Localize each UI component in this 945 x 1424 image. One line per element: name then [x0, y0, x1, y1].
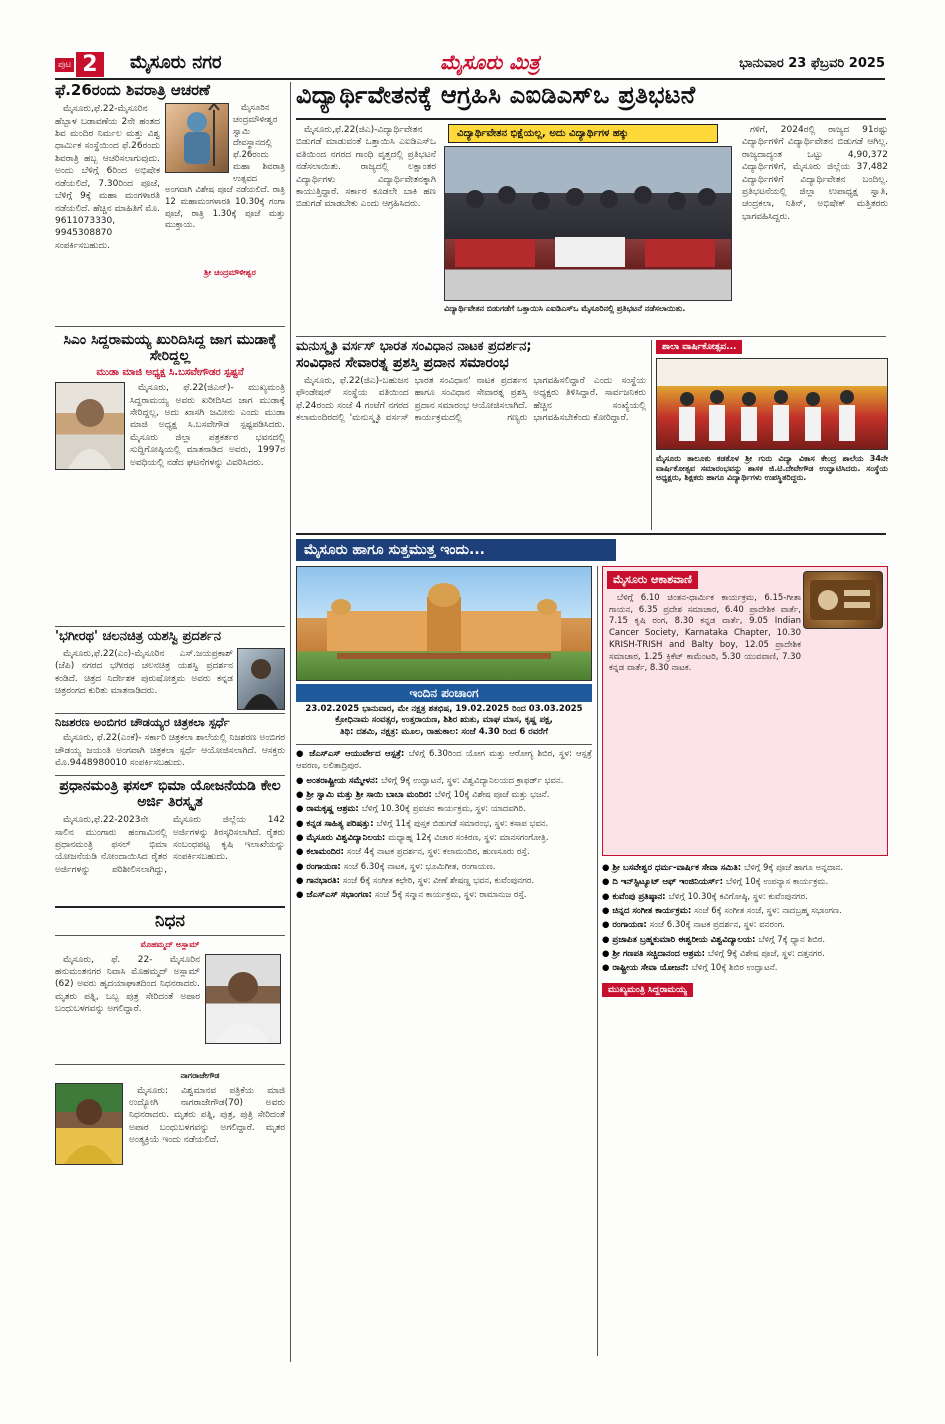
shiva-figure-icon	[166, 104, 228, 172]
panchanga-line-1: 23.02.2025 ಭಾನುವಾರ, ಮೇ ನಕ್ಷತ್ರ ಶತಭಿಷ, 19.02.2025 ರಿಂದ 03.03.2025	[305, 704, 583, 714]
drama-article	[296, 340, 646, 530]
article-body: ಮೈಸೂರು,ಫೆ.22-ಮೈಸೂರಿನ ಹೆಬ್ಬಾಳ ಬಡಾವಣೆಯ 2ನೇ ಹಂತದ ಶಿವ ಮಂದಿರ ನಿರ್ಮಲ ಮತ್ತು ವಿಶ್ವ ಧಾರ್ಮಿಕ ಸಂಸ್ಥೆಯಿಂದ ಫೆ.26ರಂದು ಶಿವರಾತ್ರಿ ಹಬ್ಬ ಆಚರಿಸಲಾಗುವುದು. ಅಂದು ಬೆಳಿಗ್ಗೆ 6ರಿಂದ ಅಭಿಷೇಕ ನಡೆಯಲಿದೆ, 7.30ರಿಂದ ಪೂಜೆ, ಬೆಳಿಗ್ಗೆ 9ಕ್ಕೆ ಮಹಾ ಮಂಗಳಾರತಿ ನಡೆಯಲಿದೆ. ಹೆಚ್ಚಿನ ಮಾಹಿತಿಗೆ ಮೊ. 9611073330, 9945308870 ಸಂಪರ್ಕಿಸಬಹುದು.	[55, 104, 160, 251]
today-events-right	[602, 862, 888, 1356]
event-item	[296, 846, 592, 858]
article-body: ಮೈಸೂರು, ಫೆ.22(ಎಂಕೆ)- ಸರ್ಕಾರಿ ಚಿತ್ರಕಲಾ ಶಾಲೆಯಲ್ಲಿ ನಿಜಶರಣ ಅಂಬಿಗರ ಚೌಡಯ್ಯ ಜಯಂತಿ ಅಂಗವಾಗಿ ಚಿತ್ರಕಲಾ ಸ್ಪರ್ಧೆ ಆಯೋಜಿಸಲಾಗಿದೆ. ಆಸಕ್ತರು ಮೊ.9448980010 ಸಂಪರ್ಕಿಸಬಹುದು.	[55, 733, 285, 769]
headline: ಸಿಎಂ ಸಿದ್ದರಾಮಯ್ಯ ಖುರಿದಿಸಿದ್ದ ಜಾಗ ಮುಡಾಕ್ಕೆ ಸೇರಿದ್ದಲ್ಲ	[63, 332, 277, 365]
event-text: ಸಂಜೆ 6.30ಕ್ಕೆ ನಾಟಕ ಪ್ರದರ್ಶನ, ಸ್ಥಳ: ವನರಂಗ.	[649, 920, 785, 931]
event-title: ● ರಾಮಕೃಷ್ಣ ಆಶ್ರಮ:	[296, 804, 362, 815]
event-title: ● ಕುವೆಂಪು ಪ್ರತಿಷ್ಠಾನ:	[602, 891, 669, 902]
event-title: ● ಕಲಾಮಂದಿರ:	[296, 847, 347, 858]
event-text: ಬೆಳಿಗ್ಗೆ 7ಕ್ಕೆ ಧ್ಯಾನ ಶಿಬಿರ.	[758, 934, 826, 945]
event-item	[296, 775, 592, 787]
event-text: ಬೆಳಿಗ್ಗೆ 10.30ಕ್ಕೆ ಕವಿಗೋಷ್ಠಿ, ಸ್ಥಳ: ಕುವೆಂಪುನಗರ.	[668, 891, 808, 902]
event-title: ● ಗಾನಭಾರತಿ:	[296, 875, 343, 886]
event-title: ● ರಾಷ್ಟ್ರೀಯ ಸೇವಾ ಯೋಜನೆ:	[602, 963, 692, 974]
event-title: ● ಮೈಸೂರು ವಿಶ್ವವಿದ್ಯಾನಿಲಯ:	[296, 832, 389, 843]
event-title: ● ರಂಗಾಯಣ:	[602, 920, 650, 931]
headline: ಪ್ರಧಾನಮಂತ್ರಿ ಫಸಲ್ ಭಿಮಾ ಯೋಜನೆಯಡಿ ಕೇಲ ಅರ್ಜಿ ತಿರಸ್ಕೃತ	[59, 778, 281, 811]
event-item	[602, 948, 888, 960]
panchanga-line-3: ತಿಥಿ: ದಶಮಿ, ನಕ್ಷತ್ರ: ಮೂಲ, ರಾಹುಕಾಲ: ಸಂಜೆ 4.30 ರಿಂದ 6 ರವರೆಗೆ	[340, 726, 548, 737]
event-text: ಬೆಳಿಗ್ಗೆ 9ಕ್ಕೆ ವಿಶೇಷ ಪೂಜೆ, ಸ್ಥಳ: ದತ್ತನಗರ.	[707, 948, 825, 959]
panchanga-details	[296, 704, 592, 742]
event-text: ಸಂಜೆ 4ಕ್ಕೆ ನಾಟಕ ಪ್ರದರ್ಶನ, ಸ್ಥಳ: ಕಲಾಮಂದಿರ, ಹುಣಸೂರು ರಸ್ತೆ.	[346, 847, 530, 858]
event-title: ● ಅಂತರಾಷ್ಟ್ರೀಯ ಸಮ್ಮೇಳನ:	[296, 775, 382, 786]
headline: ಫೆ.26ರಂದು ಶಿವರಾತ್ರಿ ಆಚರಣೆ	[55, 82, 210, 99]
event-title: ● ದಿ ಇನ್‌ಸ್ಟಿಟ್ಯೂಟ್ ಆಫ್ ಇಂಜಿನಿಯರ್ಸ್:	[602, 877, 727, 888]
obituary-section	[55, 912, 285, 1357]
event-item	[296, 832, 592, 844]
lead-headline-wrap	[296, 82, 888, 118]
temple-caption: ಶ್ರೀ ಚಂದ್ರಮೌಳೀಶ್ವರ	[204, 268, 256, 277]
event-item	[296, 861, 592, 873]
stage-guests-icon	[657, 359, 887, 449]
event-text: ಬೆಳಿಗ್ಗೆ 10ಕ್ಕೆ ಶಿಬಿರ ಉದ್ಘಾಟನೆ.	[691, 963, 778, 974]
akashvani-box	[602, 566, 888, 856]
subheadline: ಮುಡಾ ಮಾಜಿ ಅಧ್ಯಕ್ಷ ಸಿ.ಬಸವೇಗೌಡರ ಸ್ಪಷ್ಟನೆ	[96, 367, 244, 379]
protest-photo	[444, 146, 732, 301]
lead-tagline: ವಿದ್ಯಾರ್ಥಿವೇತನ ಭಿಕ್ಷೆಯಲ್ಲ, ಅದು ವಿದ್ಯಾರ್ಥಿಗಳ ಹಕ್ಕು	[448, 124, 718, 143]
headline-line-2: ಸಂವಿಧಾನ ಸೇವಾರತ್ನ ಪ್ರಶಸ್ತಿ ಪ್ರದಾನ ಸಮಾರಂಭ	[296, 354, 509, 371]
event-item	[296, 789, 592, 801]
event-item	[296, 803, 592, 815]
lead-body-right: ಗಳಿಗೆ, 2024ರಲ್ಲಿ ರಾಜ್ಯದ 91ರಷ್ಟು ವಿದ್ಯಾರ್ಥಿಗಳಿಗೆ ವಿದ್ಯಾರ್ಥಿವೇತನ ಬಿಡುಗಡೆ ಆಗಿಲ್ಲ. ರಾಜ್ಯದಾದ್ಯಂತ ಒಟ್ಟು 4,90,372 ವಿದ್ಯಾರ್ಥಿಗಳಿಗೆ, ಮೈಸೂರು ಜಿಲ್ಲೆಯ 37,482 ವಿದ್ಯಾರ್ಥಿಗಳಿಗೆ ವಿದ್ಯಾರ್ಥಿವೇತನ ಬಂದಿಲ್ಲ. ಪ್ರತಿಭಟನೆಯಲ್ಲಿ ಜಿಲ್ಲಾ ಉಪಾಧ್ಯಕ್ಷ ಸ್ವಾತಿ, ಚಂದ್ರಕಲಾ, ನಿತಿನ್, ಅಭಿಷೇಕ್ ಮತ್ತಿತರರು ಭಾಗವಹಿಸಿದ್ದರು.	[742, 125, 888, 222]
section-title: ನಿಧನ	[55, 912, 285, 936]
event-title: ● ಶ್ರೀ ಬಸವೇಶ್ವರ ಧರ್ಮ-ವಾರ್ಷಿಕ ಸೇವಾ ಸಮಿತಿ:	[602, 863, 745, 873]
masthead	[55, 50, 885, 80]
event-item	[602, 891, 888, 903]
page-label: ಪುಟ	[55, 58, 74, 72]
event-text: ಸಂಜೆ 6ಕ್ಕೆ ಸಂಗೀತ ಕಛೇರಿ, ಸ್ಥಳ: ವೀಣೆ ಶೇಷಣ್ಣ ಭವನ, ಕುವೆಂಪುನಗರ.	[342, 875, 535, 886]
radio-photo	[803, 571, 883, 629]
section-name: ಮೈಸೂರು ನಗರ	[130, 52, 222, 73]
basavegowda-photo	[55, 382, 125, 470]
event-title: ● ರಂಗಾಯಣ:	[296, 861, 344, 872]
person-silhouette-icon	[56, 1084, 122, 1164]
event-text: ಬೆಳಿಗ್ಗೆ 9ಕ್ಕೆ ಉದ್ಘಾಟನೆ, ಸ್ಥಳ: ವಿಶ್ವವಿದ್ಯಾನಿಲಯದ ಕ್ರಾಫರ್ಡ್ ಭವನ.	[381, 775, 564, 786]
event-item	[602, 876, 888, 888]
event-text: ಬೆಳಿಗ್ಗೆ 10ಕ್ಕೆ ವಿಶೇಷ ಪೂಜೆ ಮತ್ತು ಭಜನೆ.	[434, 789, 550, 800]
event-item	[296, 889, 592, 901]
lead-body-left: ಮೈಸೂರು,ಫೆ.22(ಜಿಎ)-ವಿದ್ಯಾರ್ಥಿವೇತನ ಬಿಡುಗಡೆ ಮಾಡುವಂತೆ ಒತ್ತಾಯಿಸಿ ಎಐಡಿಎಸ್‌ಒ ವತಿಯಿಂದ ನಗರದ ಗಾಂಧಿ ವೃತ್ತದಲ್ಲಿ ಪ್ರತಿಭಟನೆ ನಡೆಸಲಾಯಿತು. ರಾಜ್ಯದಲ್ಲಿ ಲಕ್ಷಾಂತರ ವಿದ್ಯಾರ್ಥಿಗಳು ವಿದ್ಯಾರ್ಥಿವೇತನಕ್ಕಾಗಿ ಕಾಯುತ್ತಿದ್ದಾರೆ. ಸರ್ಕಾರ ಕೂಡಲೇ ಬಾಕಿ ಹಣ ಬಿಡುಗಡೆ ಮಾಡಬೇಕು ಎಂದು ಆಗ್ರಹಿಸಿದರು.	[296, 125, 436, 210]
event-title: ● ಚಿನ್ನದ ಸಂಗೀತ ಕಾರ್ಯಕ್ರಮ:	[602, 905, 695, 916]
person-silhouette-icon	[206, 955, 280, 1043]
painting-article	[55, 716, 285, 772]
event-text: ಬೆಳಿಗ್ಗೆ 11ಕ್ಕೆ ಪುಸ್ತಕ ಬಿಡುಗಡೆ ಸಮಾರಂಭ, ಸ್ಥಳ: ಕಸಾಪ ಭವನ.	[376, 818, 549, 829]
protesters-group-icon	[445, 147, 731, 300]
article-body: ಮೈಸೂರು,ಫೆ.22(ಎಂ)-ಮೈಸೂರಿನ ಎಸ್.ಜಯಪ್ರಕಾಶ್ (ಜೆಪಿ) ನಗರದ ಭಗೀರಥ ಚಲನಚಿತ್ರ ಯಶಸ್ವಿ ಪ್ರದರ್ಶನ ಕಂಡಿದೆ. ಚಿತ್ರದ ನಿರ್ದೇಶಕ ಪುರುಷೋತ್ತಮ ಅವರು ಕನ್ನಡ ಚಿತ್ರರಂಗದ ಕುರಿತು ಮಾತನಾಡಿದರು.	[55, 648, 233, 697]
school-photo-caption: ಮೈಸೂರು ತಾಲೂಕು ಕಡಕೊಳ ಶ್ರೀ ಗುರು ವಿದ್ಯಾ ವಿಕಾಸ ಕೇಂದ್ರ ಶಾಲೆಯ 34ನೇ ವಾರ್ಷಿಕೋತ್ಸವ ಸಮಾರಂಭವನ್ನು ಶಾಸಕ ಜಿ.ಟಿ.ದೇವೇಗೌಡ ಉದ್ಘಾಟಿಸಿದರು. ಸಂಸ್ಥೆಯ ಅಧ್ಯಕ್ಷರು, ಶಿಕ್ಷಕರು ಹಾಗೂ ವಿದ್ಯಾರ್ಥಿಗಳು ಉಪಸ್ಥಿತರಿದ್ದರು.	[656, 454, 888, 483]
akashvani-title: ಮೈಸೂರು ಆಕಾಶವಾಣಿ	[607, 571, 698, 589]
event-item	[602, 919, 888, 931]
director-photo	[237, 648, 285, 710]
event-title: ● ಪ್ರಜಾಪಿತ ಬ್ರಹ್ಮಕುಮಾರಿ ಈಶ್ವರೀಯ ವಿಶ್ವವಿದ್ಯಾಲಯ:	[602, 934, 759, 945]
person-silhouette-icon	[238, 649, 284, 709]
event-item	[602, 962, 888, 974]
deceased-photo-1	[205, 954, 281, 1044]
bhageeratha-article	[55, 630, 285, 710]
deceased-name: ಮೊಹಮ್ಮದ್ ಅಸ್ಲಾಮ್	[140, 939, 200, 949]
school-article	[656, 340, 888, 530]
event-item	[296, 818, 592, 830]
obituary-body-1: ಮೈಸೂರು, ಫೆ. 22- ಮೈಸೂರಿನ ಹನುಮಂತನಗರ ನಿವಾಸಿ ಮೊಹಮ್ಮದ್ ಅಸ್ಲಾಮ್ (62) ಅವರು ಹೃದಯಾಘಾತದಿಂದ ನಿಧನರಾದರು. ಮೃತರು ಪತ್ನಿ, ಒಬ್ಬ ಪುತ್ರ ಸೇರಿದಂತೆ ಅಪಾರ ಬಂಧುಬಳಗವನ್ನು ಅಗಲಿದ್ದಾರೆ.	[55, 954, 200, 1015]
footer-tag: ಮುಖ್ಯಮಂತ್ರಿ ಸಿದ್ದರಾಮಯ್ಯ	[602, 983, 693, 997]
panchanga-line-2: ಕ್ರೋಧಿನಾಮ ಸಂವತ್ಸರ, ಉತ್ತರಾಯಣ, ಶಿಶಿರ ಋತು, ಮಾಘ ಮಾಸ, ಕೃಷ್ಣ ಪಕ್ಷ,	[335, 715, 553, 726]
event-title: ● ಶ್ರೀ ಗಣಪತಿ ಸಚ್ಚಿದಾನಂದ ಆಶ್ರಮ:	[602, 948, 708, 959]
event-item	[296, 748, 592, 773]
school-tag: ಶಾಲಾ ವಾರ್ಷಿಕೋತ್ಸವ...	[656, 340, 742, 354]
mysore-palace-photo	[296, 566, 592, 681]
person-silhouette-icon	[56, 383, 124, 469]
event-title: ● ಕನ್ನಡ ಸಾಹಿತ್ಯ ಪರಿಷತ್ತು:	[296, 818, 377, 829]
page-number-box	[55, 52, 104, 77]
event-text: ಸಂಜೆ 6.30ಕ್ಕೆ ನಾಟಕ, ಸ್ಥಳ: ಭೂಮಿಗೀತ, ರಂಗಾಯಣ.	[343, 861, 496, 872]
event-item	[296, 875, 592, 887]
article-body: ಮೈಸೂರು, ಫೆ.22(ಜಿಎನ್)- ಮುಖ್ಯಮಂತ್ರಿ ಸಿದ್ದರಾಮಯ್ಯ ಅವರು ಖರೀದಿಸಿದ ಜಾಗ ಮುಡಾಕ್ಕೆ ಸೇರಿದ್ದಲ್ಲ, ಅದು ಖಾಸಗಿ ಜಮೀನು ಎಂದು ಮುಡಾ ಮಾಜಿ ಅಧ್ಯಕ್ಷ ಸಿ.ಬಸವೇಗೌಡ ಸ್ಪಷ್ಟಪಡಿಸಿದರು. ಮೈಸೂರು ಜಿಲ್ಲಾ ಪತ್ರಕರ್ತರ ಭವನದಲ್ಲಿ ಸುದ್ದಿಗೋಷ್ಠಿಯಲ್ಲಿ ಮಾತನಾಡಿದ ಅವರು, 1997ರ ಅವಧಿಯಲ್ಲಿ ನಡೆದ ಘಟನೆಗಳನ್ನು ವಿವರಿಸಿದರು.	[130, 383, 285, 468]
today-section-title: ಮೈಸೂರು ಹಾಗೂ ಸುತ್ತಮುತ್ತ ಇಂದು...	[296, 539, 616, 561]
protest-photo-caption: ವಿದ್ಯಾರ್ಥಿವೇತನ ಬಿಡುಗಡೆಗೆ ಒತ್ತಾಯಿಸಿ ಎಐಡಿಎಸ್‌ಒ ಮೈಸೂರಿನಲ್ಲಿ ಪ್ರತಿಭಟನೆ ನಡೆಸಲಾಯಿತು.	[444, 304, 686, 313]
school-event-photo	[656, 358, 888, 450]
event-title: ● ಜೆಎಸ್‌ಎಸ್ ಸಭಾಂಗಣ:	[296, 890, 375, 901]
event-text: ಸಂಜೆ 5ಕ್ಕೆ ಸನ್ಮಾನ ಕಾರ್ಯಕ್ರಮ, ಸ್ಥಳ: ರಾಮಾನುಜ ರಸ್ತೆ.	[374, 890, 527, 901]
akashvani-schedule: ಬೆಳಿಗ್ಗೆ 6.10 ಚಿಂತನ-ಧಾರ್ಮಿಕ ಕಾರ್ಯಕ್ರಮ, 6.15-ಗೀತಾ ಗಾಯನ, 6.35 ಪ್ರದೇಶ ಸಮಾಚಾರ, 6.40 ಪ್ರಾದೇಶಿಕ ವಾರ್ತೆ, 7.15 ಕೃಷಿ ರಂಗ, 8.30 ಕನ್ನಡ ವಾರ್ತೆ, 9.05 Indian Cancer Society, Karnataka Chapter, 10.30 KRISH-TRISH and Balty boy, 12.05 ಪ್ರಾದೇಶಿಕ ಸಮಾಚಾರ, 1.25 ಕ್ರಿಕೆಟ್ ಕಾಮೆಂಟರಿ, 5.30 ಯುವವಾಣಿ, 7.30 ಕನ್ನಡ ವಾರ್ತೆ, 8.30 ನಾಟಕ.	[609, 593, 801, 674]
siddaramaiah-article	[55, 332, 285, 622]
headline: 'ಭಗೀರಥ' ಚಲನಚಿತ್ರ ಯಶಸ್ವಿ ಪ್ರದರ್ಶನ	[55, 630, 221, 644]
deceased-name-2: ನಾಗರಾಜೇಗೌಡ	[180, 1070, 220, 1080]
today-events-list	[296, 748, 592, 1356]
event-text: ಬೆಳಿಗ್ಗೆ 6.30ರಿಂದ ಯೋಗ ಮತ್ತು ಆರೋಗ್ಯ ಶಿಬಿರ, ಸ್ಥಳ: ಆಸ್ಪತ್ರೆ ಆವರಣ, ಲಲಿತಾದ್ರಿಪುರ.	[296, 749, 592, 772]
radio-icon	[804, 572, 882, 628]
event-title: ● ಶ್ರೀ ಸ್ವಾಮಿ ಮತ್ತು ಶ್ರೀ ಸಾಯಿ ಬಾಬಾ ಮಂದಿರ:	[296, 789, 435, 800]
headline-line-1: ಮನುಸ್ಮೃತಿ ವರ್ಸಸ್ ಭಾರತ ಸಂವಿಧಾನ ನಾಟಕ ಪ್ರದರ್ಶನ;	[296, 340, 532, 354]
event-item	[602, 862, 888, 874]
lead-headline: ವಿದ್ಯಾರ್ಥಿವೇತನಕ್ಕೆ ಆಗ್ರಹಿಸಿ ಎಐಡಿಎಸ್‌ಒ ಪ್ರತಿಭಟನೆ	[296, 82, 696, 109]
headline: ನಿಜಶರಣ ಅಂಬಿಗರ ಚೌಡಯ್ಯರ ಚಿತ್ರಕಲಾ ಸ್ಪರ್ಧೆ	[55, 716, 230, 729]
page-number: 2	[76, 52, 103, 77]
shivaratri-article	[55, 82, 285, 322]
event-text: ಬೆಳಿಗ್ಗೆ 10.30ಕ್ಕೆ ಪ್ರವಚನ ಕಾರ್ಯಕ್ರಮ, ಸ್ಥಳ: ಯಾದವಗಿರಿ.	[361, 804, 526, 815]
obituary-body-2: ಮೈಸೂರು: ವಿಶ್ವಮಾನವ ಪತ್ರಿಕೆಯ ಮಾಜಿ ಉದ್ಯೋಗಿ ನಾಗರಾಜೇಗೌಡ(70) ಅವರು ನಿಧನರಾದರು. ಮೃತರು ಪತ್ನಿ, ಪುತ್ರ, ಪುತ್ರಿ ಸೇರಿದಂತೆ ಅಪಾರ ಬಂಧುಬಳಗವನ್ನು ಅಗಲಿದ್ದಾರೆ. ಮೃತರ ಅಂತ್ಯಕ್ರಿಯೆ ಇಂದು ನಡೆಯಲಿದೆ.	[129, 1085, 285, 1146]
deceased-photo-2	[55, 1083, 123, 1165]
article-body: ಮೈಸೂರು, ಫೆ.22(ಜಿಎ)-ಬಹುಜನ ಫೌಂಡೇಷನ್ ಸಂಸ್ಥೆಯ ವತಿಯಿಂದ ಫೆ.24ರಂದು ಸಂಜೆ 4 ಗಂಟೆಗೆ ನಗರದ ಕಲಾಮಂದಿರದಲ್ಲಿ 'ಮನುಸ್ಮೃತಿ ವರ್ಸಸ್ ಭಾರತ ಸಂವಿಧಾನ' ನಾಟಕ ಪ್ರದರ್ಶನ ಹಾಗೂ ಸಂವಿಧಾನ ಸೇವಾರತ್ನ ಪ್ರಶಸ್ತಿ ಪ್ರದಾನ ಸಮಾರಂಭ ಆಯೋಜಿಸಲಾಗಿದೆ. ಕಾರ್ಯಕ್ರಮದಲ್ಲಿ ಗಣ್ಯರು ಭಾಗವಹಿಸಲಿದ್ದಾರೆ ಎಂದು ಸಂಸ್ಥೆಯ ಅಧ್ಯಕ್ಷರು ತಿಳಿಸಿದ್ದಾರೆ. ಸಾರ್ವಜನಿಕರು ಹೆಚ್ಚಿನ ಸಂಖ್ಯೆಯಲ್ಲಿ ಭಾಗವಹಿಸಬೇಕೆಂದು ಕೋರಿದ್ದಾರೆ.	[296, 376, 646, 424]
event-text: ಬೆಳಿಗ್ಗೆ 9ಕ್ಕೆ ಪೂಜೆ ಹಾಗೂ ಅನ್ನದಾನ.	[744, 863, 844, 873]
brand-logo: ಮೈಸೂರು ಮಿತ್ರ	[440, 50, 540, 74]
event-item	[602, 905, 888, 917]
dateline: ಭಾನುವಾರ 23 ಫೆಬ್ರವರಿ 2025	[739, 56, 885, 71]
article-body-2: ಮೈಸೂರಿನ ಚಂದ್ರಮೌಳೀಶ್ವರ ಸ್ವಾಮಿ ದೇವಸ್ಥಾನದಲ್ಲಿ ಫೆ.26ರಂದು ಮಹಾ ಶಿವರಾತ್ರಿ ಉತ್ಸವದ ಅಂಗವಾಗಿ ವಿಶೇಷ ಪೂಜೆ ನಡೆಯಲಿದೆ. ರಾತ್ರಿ 12 ಮಹಾಮಂಗಳಾರತಿ 10.30ಕ್ಕೆ ಗಂಗಾ ಪೂಜೆ, ರಾತ್ರಿ 1.30ಕ್ಕೆ ಪೂಜೆ ಮತ್ತು ಮುಕ್ತಾಯ.	[165, 103, 285, 231]
article-body: ಮೈಸೂರು,ಫೆ.22-2023ನೇ ಸಾಲಿನ ಮುಂಗಾರು ಹಂಗಾಮಿನಲ್ಲಿ ಪ್ರಧಾನಮಂತ್ರಿ ಫಸಲ್ ಭಿಮಾ ಯೋಜನೆಯಡಿ ನೋಂದಾಯಿಸಿದ ರೈತರ ಅರ್ಜಿಗಳನ್ನು ಪರಿಶೀಲಿಸಲಾಗಿದ್ದು, ಮೈಸೂರು ಜಿಲ್ಲೆಯ 142 ಅರ್ಜಿಗಳನ್ನು ತಿರಸ್ಕರಿಸಲಾಗಿದೆ. ರೈತರು ಸಂಬಂಧಪಟ್ಟ ಕೃಷಿ ಇಲಾಖೆಯನ್ನು ಸಂಪರ್ಕಿಸಬಹುದು.	[55, 815, 285, 875]
event-text: ಮಧ್ಯಾಹ್ನ 12ಕ್ಕೆ ವಿಚಾರ ಸಂಕಿರಣ, ಸ್ಥಳ: ಮಾನಸಗಂಗೋತ್ರಿ.	[388, 832, 549, 843]
shiva-idol-photo	[165, 103, 229, 173]
palace-icon	[297, 567, 591, 680]
event-item	[602, 934, 888, 946]
event-text: ಸಂಜೆ 6ಕ್ಕೆ ಸಂಗೀತ ಸಂಜೆ, ಸ್ಥಳ: ನಾದಬ್ರಹ್ಮ ಸಭಾಂಗಣ.	[694, 905, 842, 916]
event-title: ● ಜೆಎಸ್‌ಎಸ್ ಆಯುರ್ವೇದ ಆಸ್ಪತ್ರೆ:	[296, 749, 409, 759]
event-text: ಬೆಳಿಗ್ಗೆ 10ಕ್ಕೆ ಉಪನ್ಯಾಸ ಕಾರ್ಯಕ್ರಮ.	[726, 877, 829, 888]
lead-photo-area	[444, 124, 734, 334]
crop-insurance-article	[55, 778, 285, 903]
panchanga-title: ಇಂದಿನ ಪಂಚಾಂಗ	[296, 684, 592, 702]
